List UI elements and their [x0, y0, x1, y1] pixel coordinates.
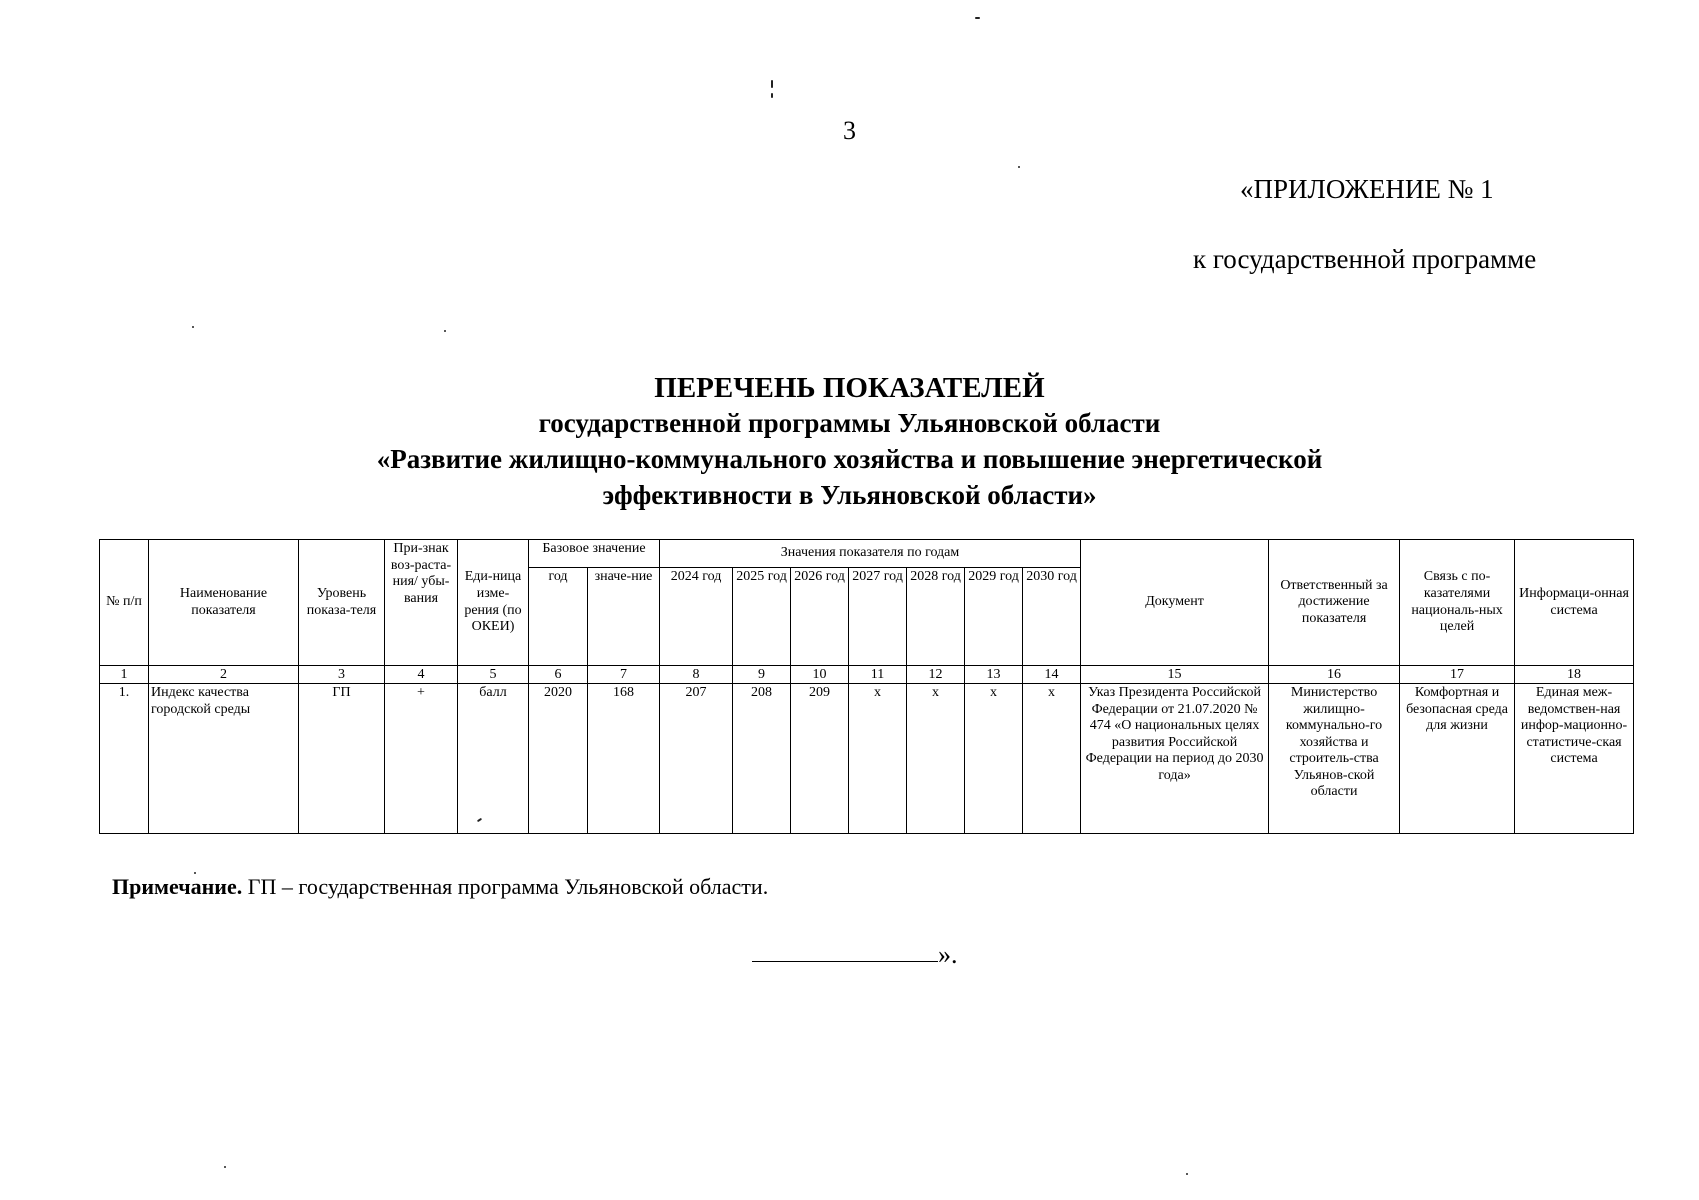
row-value-2030: x — [1023, 684, 1081, 834]
scan-speck — [224, 1166, 226, 1168]
column-number: 6 — [529, 666, 588, 684]
footnote-label: Примечание. — [112, 874, 243, 899]
row-value-2024: 207 — [660, 684, 733, 834]
header-document: Документ — [1081, 540, 1269, 666]
column-number: 10 — [791, 666, 849, 684]
column-number: 13 — [965, 666, 1023, 684]
row-document: Указ Президента Российской Федерации от 21.07.2020 № 474 «О национальных целях развития Российской Федерации на период до 2030 года» — [1081, 684, 1269, 834]
header-year-2027: 2027 год — [849, 568, 907, 666]
column-number: 8 — [660, 666, 733, 684]
header-level: Уровень показа-теля — [299, 540, 385, 666]
closing-mark: ». — [938, 940, 958, 969]
column-number: 7 — [588, 666, 660, 684]
row-value-2027: x — [849, 684, 907, 834]
scan-speck — [975, 17, 980, 19]
header-year-2026: 2026 год — [791, 568, 849, 666]
column-number: 9 — [733, 666, 791, 684]
row-value-2026: 209 — [791, 684, 849, 834]
scan-speck — [192, 326, 194, 328]
page-number: 3 — [843, 116, 856, 145]
scan-speck — [194, 872, 196, 874]
header-row-1 — [100, 540, 1634, 568]
column-number: 14 — [1023, 666, 1081, 684]
header-year-2024: 2024 год — [660, 568, 733, 666]
table-row — [100, 684, 1634, 834]
scan-speck — [771, 80, 773, 88]
header-link: Связь с по-казателями националь-ных целей — [1400, 540, 1515, 666]
indicators-table — [99, 539, 1634, 834]
column-number: 11 — [849, 666, 907, 684]
scan-speck — [771, 93, 773, 98]
scan-speck — [1186, 1173, 1188, 1175]
header-base-group: Базовое значение — [529, 540, 660, 568]
scan-speck — [1018, 166, 1020, 168]
row-value-2025: 208 — [733, 684, 791, 834]
appendix-title: «ПРИЛОЖЕНИЕ № 1 — [1240, 174, 1494, 204]
header-sign: При-знак воз-раста-ния/ убы-вания — [385, 540, 458, 666]
column-number: 15 — [1081, 666, 1269, 684]
header-base-value: значе-ние — [588, 568, 660, 666]
header-year-2028: 2028 год — [907, 568, 965, 666]
row-responsible: Министерство жилищно-коммунально-го хозяйства и строитель-ства Ульянов-ской области — [1269, 684, 1400, 834]
header-responsible: Ответственный за достижение показателя — [1269, 540, 1400, 666]
header-num: № п/п — [100, 540, 149, 666]
row-base-year: 2020 — [529, 684, 588, 834]
header-year-2030: 2030 год — [1023, 568, 1081, 666]
header-year-2029: 2029 год — [965, 568, 1023, 666]
document-subtitle-line-2: «Развитие жилищно-коммунального хозяйства и повышение энергетической — [376, 444, 1323, 474]
document-subtitle-line-1: государственной программы Ульяновской области — [538, 408, 1161, 438]
row-link: Комфортная и безопасная среда для жизни — [1400, 684, 1515, 834]
row-base-value: 168 — [588, 684, 660, 834]
header-base-year: год — [529, 568, 588, 666]
appendix-subtitle: к государственной программе — [1193, 244, 1537, 274]
header-years-group: Значения показателя по годам — [660, 540, 1081, 568]
row-name: Индекс качества городской среды — [149, 684, 299, 834]
column-number: 3 — [299, 666, 385, 684]
column-number: 2 — [149, 666, 299, 684]
row-value-2029: x — [965, 684, 1023, 834]
column-number: 12 — [907, 666, 965, 684]
header-unit: Еди-ница изме-рения (по ОКЕИ) — [458, 540, 529, 666]
row-sign: + — [385, 684, 458, 834]
footnote-text: ГП – государственная программа Ульяновской области. — [242, 874, 769, 899]
footnote — [112, 874, 768, 900]
row-value-2028: x — [907, 684, 965, 834]
document-title: ПЕРЕЧЕНЬ ПОКАЗАТЕЛЕЙ — [654, 372, 1045, 404]
column-number: 5 — [458, 666, 529, 684]
header-info-system: Информаци-онная система — [1515, 540, 1634, 666]
row-info-system: Единая меж-ведомствен-ная инфор-мационно-статистиче-ская система — [1515, 684, 1634, 834]
closing-underline — [752, 960, 938, 962]
column-number: 16 — [1269, 666, 1400, 684]
row-level: ГП — [299, 684, 385, 834]
header-year-2025: 2025 год — [733, 568, 791, 666]
column-number: 18 — [1515, 666, 1634, 684]
document-subtitle-line-3: эффективности в Ульяновской области» — [602, 480, 1097, 510]
header-name: Наименование показателя — [149, 540, 299, 666]
row-unit: балл — [458, 684, 529, 834]
scan-speck — [444, 330, 446, 332]
row-num: 1. — [100, 684, 149, 834]
column-number: 4 — [385, 666, 458, 684]
column-number: 1 — [100, 666, 149, 684]
column-numbers-row — [100, 666, 1634, 684]
column-number: 17 — [1400, 666, 1515, 684]
